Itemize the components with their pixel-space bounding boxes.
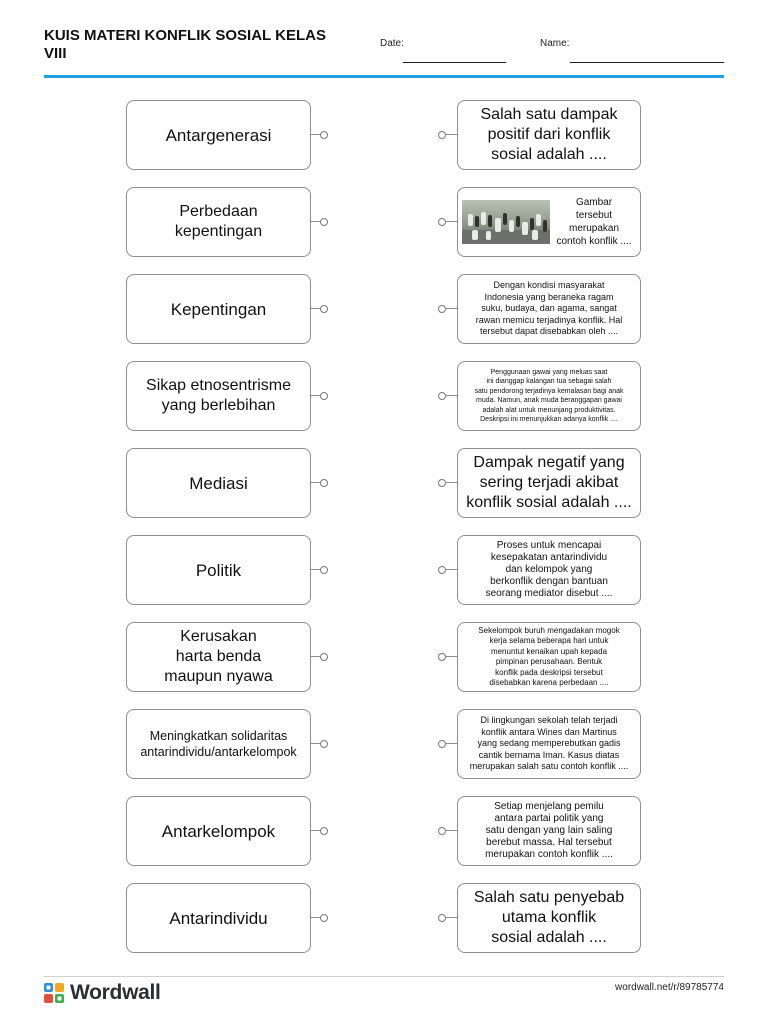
right-connector-line — [445, 830, 457, 831]
activity-url[interactable]: wordwall.net/r/89785774 — [615, 982, 724, 993]
right-card-text: Sekelompok buruh mengadakan mogok kerja selama beberapa hari untuk menuntut kenaikan upah kepada pimpinan perusahaan. Bentuk konflik pada deskripsi tersebut disebabkan karena perbedaan .... — [478, 625, 620, 687]
right-connector-dot[interactable] — [438, 827, 446, 835]
left-card-7[interactable] — [126, 622, 311, 692]
left-connector-dot[interactable] — [320, 914, 328, 922]
right-card-9[interactable] — [457, 796, 641, 866]
right-connector-line — [445, 482, 457, 483]
left-card-label: Kerusakan harta benda maupun nyawa — [164, 628, 273, 685]
left-card-5[interactable] — [126, 448, 311, 518]
right-connector-dot[interactable] — [438, 914, 446, 922]
left-connector-dot[interactable] — [320, 131, 328, 139]
right-card-text: Dampak negatif yang sering terjadi akibat konflik sosial adalah .... — [466, 454, 632, 511]
right-card-text: Salah satu penyebab utama konflik sosial adalah .... — [473, 889, 625, 946]
right-connector-dot[interactable] — [438, 131, 446, 139]
brand-name: Wordwall — [70, 981, 161, 1004]
left-connector-dot[interactable] — [320, 653, 328, 661]
left-card-label: Antarindividu — [169, 908, 268, 928]
right-connector-line — [445, 308, 457, 309]
right-connector-line — [445, 569, 457, 570]
worksheet-title: KUIS MATERI KONFLIK SOSIAL KELAS VIII — [44, 27, 326, 62]
right-connector-line — [445, 917, 457, 918]
left-card-label: Perbedaan kepentingan — [174, 203, 263, 240]
left-connector-dot[interactable] — [320, 740, 328, 748]
right-connector-dot[interactable] — [438, 479, 446, 487]
right-card-2[interactable] — [457, 187, 641, 257]
left-card-label: Kepentingan — [170, 299, 267, 319]
right-connector-dot[interactable] — [438, 566, 446, 574]
header-divider — [44, 75, 724, 78]
name-label: Name: — [540, 38, 570, 49]
left-card-2[interactable] — [126, 187, 311, 257]
right-card-4[interactable] — [457, 361, 641, 431]
right-card-6[interactable] — [457, 535, 641, 605]
left-connector-dot[interactable] — [320, 218, 328, 226]
right-connector-dot[interactable] — [438, 218, 446, 226]
left-card-9[interactable] — [126, 796, 311, 866]
left-card-label: Antarkelompok — [161, 821, 276, 841]
footer-divider — [44, 976, 724, 977]
wordwall-logo[interactable] — [44, 981, 161, 1005]
left-card-label: Antargenerasi — [165, 125, 272, 145]
right-card-text: Di lingkungan sekolah telah terjadi konflik antara Wines dan Martinus yang sedang memperebutkan gadis cantik bernama Iman. Kasus diatas merupakan salah satu contoh konflik .... — [469, 715, 629, 772]
right-connector-dot[interactable] — [438, 740, 446, 748]
right-connector-dot[interactable] — [438, 392, 446, 400]
right-card-text: Salah satu dampak positif dari konflik sosial adalah .... — [480, 106, 618, 163]
left-card-label: Politik — [195, 560, 242, 580]
left-card-1[interactable] — [126, 100, 311, 170]
left-card-8[interactable] — [126, 709, 311, 779]
right-connector-dot[interactable] — [438, 305, 446, 313]
left-card-10[interactable] — [126, 883, 311, 953]
right-connector-line — [445, 221, 457, 222]
date-input-line[interactable] — [403, 62, 506, 63]
left-card-4[interactable] — [126, 361, 311, 431]
wordwall-logo-icon — [44, 983, 64, 1003]
left-card-label: Mediasi — [189, 473, 248, 493]
right-card-1[interactable] — [457, 100, 641, 170]
left-card-label: Sikap etnosentrisme yang berlebihan — [146, 377, 291, 414]
right-card-10[interactable] — [457, 883, 641, 953]
right-connector-line — [445, 395, 457, 396]
right-card-8[interactable] — [457, 709, 641, 779]
left-connector-dot[interactable] — [320, 479, 328, 487]
right-card-text: Penggunaan gawai yang meluas saat ini dianggap kalangan tua sebagai salah satu pendorong terjadinya kemalasan bagi anak muda. Namun, anak muda beranggapan gawai adalah alat untuk menunjang produktivitas. Deskripsi ini menunjukkan adanya konflik .... — [474, 368, 624, 423]
right-connector-line — [445, 743, 457, 744]
right-card-text: Dengan kondisi masyarakat Indonesia yang beraneka ragam suku, budaya, dan agama, sangat rawan memicu terjadinya konflik. Hal tersebut dapat disebabkan oleh .... — [475, 280, 623, 337]
right-card-3[interactable] — [457, 274, 641, 344]
crowd-demonstration-photo — [462, 200, 550, 244]
right-connector-dot[interactable] — [438, 653, 446, 661]
left-connector-dot[interactable] — [320, 392, 328, 400]
left-connector-dot[interactable] — [320, 305, 328, 313]
left-card-3[interactable] — [126, 274, 311, 344]
right-connector-line — [445, 656, 457, 657]
right-card-text: Setiap menjelang pemilu antara partai politik yang satu dengan yang lain saling berebut massa. Hal tersebut merupakan contoh konflik .... — [485, 801, 613, 860]
right-card-text: Gambar tersebut merupakan contoh konflik .... — [556, 197, 632, 247]
right-card-7[interactable] — [457, 622, 641, 692]
name-input-line[interactable] — [570, 62, 724, 63]
left-card-label: Meningkatkan solidaritas antarindividu/antarkelompok — [140, 729, 297, 759]
left-connector-dot[interactable] — [320, 827, 328, 835]
left-card-6[interactable] — [126, 535, 311, 605]
right-card-text: Proses untuk mencapai kesepakatan antarindividu dan kelompok yang berkonflik dengan bantuan seorang mediator disebut .... — [485, 540, 613, 599]
left-connector-dot[interactable] — [320, 566, 328, 574]
right-card-5[interactable] — [457, 448, 641, 518]
right-connector-line — [445, 134, 457, 135]
date-label: Date: — [380, 38, 404, 49]
